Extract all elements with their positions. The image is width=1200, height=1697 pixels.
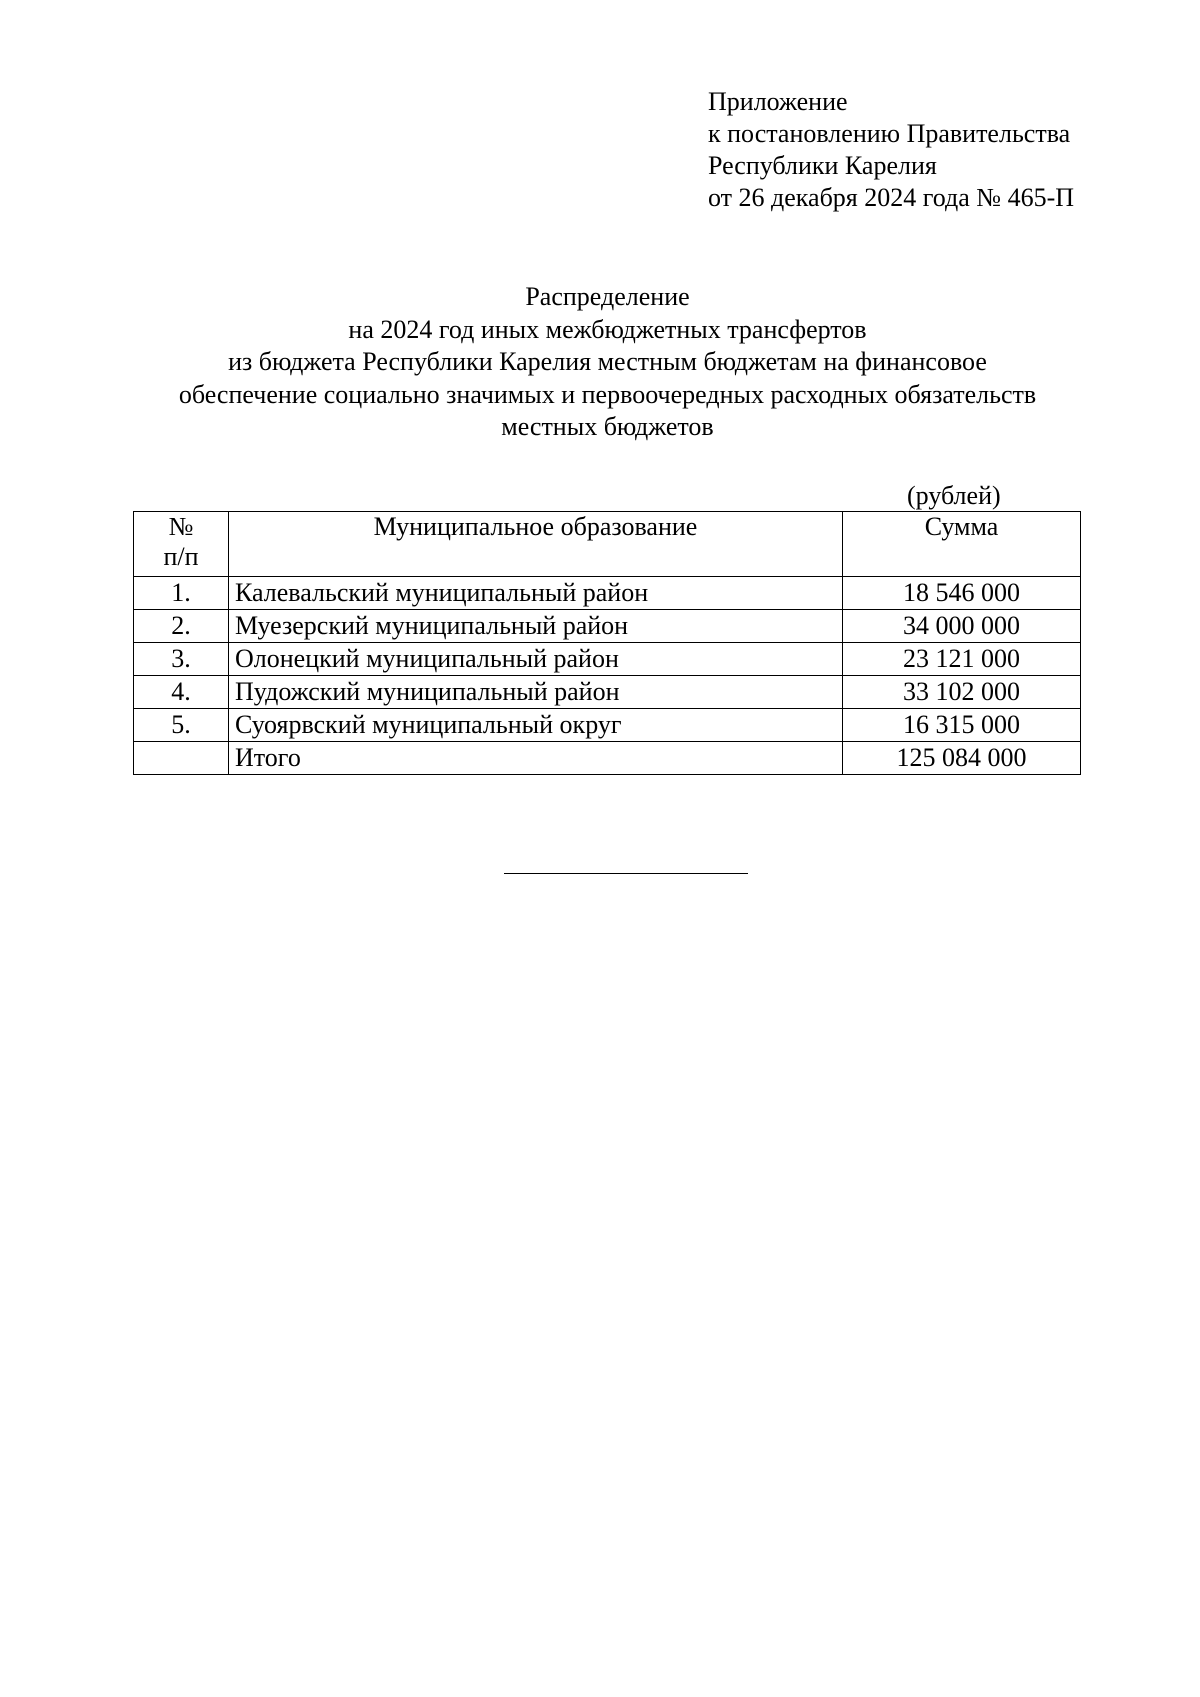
title-line: на 2024 год иных межбюджетных трансфертов <box>348 314 867 344</box>
row-number: 2. <box>134 610 229 643</box>
title-line: Распределение <box>525 282 690 311</box>
row-municipality: Пудожский муниципальный район <box>229 676 843 709</box>
appendix-line: от 26 декабря 2024 года № 465-П <box>708 183 1075 212</box>
row-sum: 33 102 000 <box>843 676 1081 709</box>
row-number: 1. <box>134 577 229 610</box>
total-sum: 125 084 000 <box>843 742 1081 775</box>
table-row <box>134 643 1081 676</box>
document-title <box>120 281 1095 444</box>
header-sum: Сумма <box>843 512 1081 577</box>
table-row <box>134 577 1081 610</box>
table-row <box>134 676 1081 709</box>
title-line: обеспечение социально значимых и первоочередных расходных обязательств <box>178 379 1037 409</box>
row-sum: 16 315 000 <box>843 709 1081 742</box>
row-municipality: Калевальский муниципальный район <box>229 577 843 610</box>
appendix-line: Приложение <box>708 87 848 116</box>
row-sum: 18 546 000 <box>843 577 1081 610</box>
title-line: местных бюджетов <box>501 412 714 441</box>
table-row <box>134 709 1081 742</box>
header-municipality: Муниципальное образование <box>229 512 843 577</box>
distribution-table <box>133 511 1081 775</box>
row-sum: 34 000 000 <box>843 610 1081 643</box>
table-header-row <box>134 512 1081 577</box>
row-number: 3. <box>134 643 229 676</box>
row-municipality: Олонецкий муниципальный район <box>229 643 843 676</box>
header-number <box>134 512 229 577</box>
table-row <box>134 610 1081 643</box>
row-number: 5. <box>134 709 229 742</box>
appendix-line: к постановлению Правительства <box>708 119 1071 148</box>
header-number-line1: № <box>168 512 194 541</box>
row-sum: 23 121 000 <box>843 643 1081 676</box>
appendix-block <box>708 86 1074 214</box>
total-number <box>134 742 229 775</box>
row-municipality: Суоярвский муниципальный округ <box>229 709 843 742</box>
appendix-line: Республики Карелия <box>708 151 937 180</box>
closing-rule <box>504 873 748 874</box>
row-number: 4. <box>134 676 229 709</box>
total-label: Итого <box>229 742 843 775</box>
unit-label: (рублей) <box>907 481 1001 510</box>
title-line: из бюджета Республики Карелия местным бюджетам на финансовое <box>228 347 987 376</box>
header-number-line2: п/п <box>163 542 199 571</box>
row-municipality: Муезерский муниципальный район <box>229 610 843 643</box>
total-row <box>134 742 1081 775</box>
